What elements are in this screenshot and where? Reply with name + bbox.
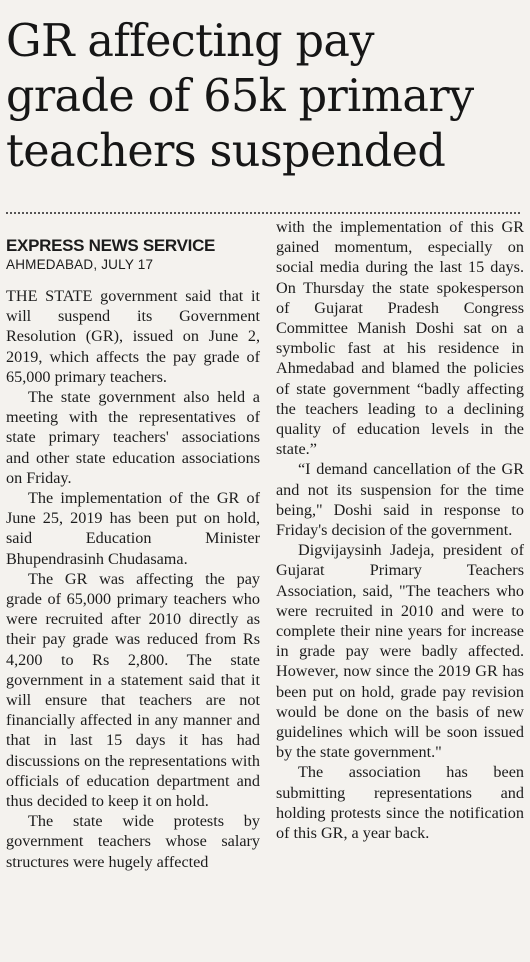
article-paragraph: “I demand cancellation of the GR and not its suspension for the time being," Doshi said in response to Friday's decision of the government. xyxy=(276,460,524,540)
headline-line-3: teachers suspended xyxy=(6,126,446,178)
article-paragraph: The state government also held a meeting with the representatives of state primary teachers' associations and other state education associations on Friday. xyxy=(6,388,260,487)
byline: EXPRESS NEWS SERVICE xyxy=(6,236,216,255)
headline-line-2: grade of 65k primary xyxy=(6,71,474,123)
article-paragraph: The implementation of the GR of June 25, 2019 has been put on hold, said Education Minister Bhupendrasinh Chudasama. xyxy=(6,489,260,568)
article-paragraph: The state wide protests by government teachers whose salary structures were hugely affected xyxy=(6,812,260,871)
article-paragraph: Digvijaysinh Jadeja, president of Gujarat Primary Teachers Association, said, "The teachers who were recruited in 2010 and were to complete their nine years for increase in grade pay were badly affected. However, now since the 2019 GR has been put on hold, grade pay revision would be done on the basis of new guidelines which will be soon issued by the state government." xyxy=(276,541,524,762)
article-paragraph: THE STATE government said that it will suspend its Government Resolution (GR), issued on June 2, 2019, which affects the pay grade of 65,000 primary teachers. xyxy=(6,287,260,386)
article-paragraph: The association has been submitting representations and holding protests since the notification of this GR, a year back. xyxy=(276,763,524,843)
article-column-left xyxy=(6,236,260,872)
article-column-right xyxy=(276,217,524,843)
dateline: AHMEDABAD, JULY 17 xyxy=(6,257,154,272)
headline xyxy=(6,14,524,180)
article-paragraph: The GR was affecting the pay grade of 65,000 primary teachers who were recruited after 2010 directly as their pay grade was reduced from Rs 4,200 to Rs 2,800. The state government in a statement said that it will ensure that teachers are not financially affected in any manner and that in last 15 days it has had discussions on the representations with officials of education department and thus decided to keep it on hold. xyxy=(6,569,260,811)
headline-line-1: GR affecting pay xyxy=(6,16,374,67)
headline-divider xyxy=(6,212,520,214)
article-paragraph: with the implementation of this GR gained momentum, especially on social media during the last 15 days. On Thursday the state spokesperson of Gujarat Pradesh Congress Committee Manish Doshi sat on a symbolic fast at his residence in Ahmedabad and blamed the policies of state government “badly affecting the teachers leading to a declining quality of education levels in the state.” xyxy=(276,218,524,459)
